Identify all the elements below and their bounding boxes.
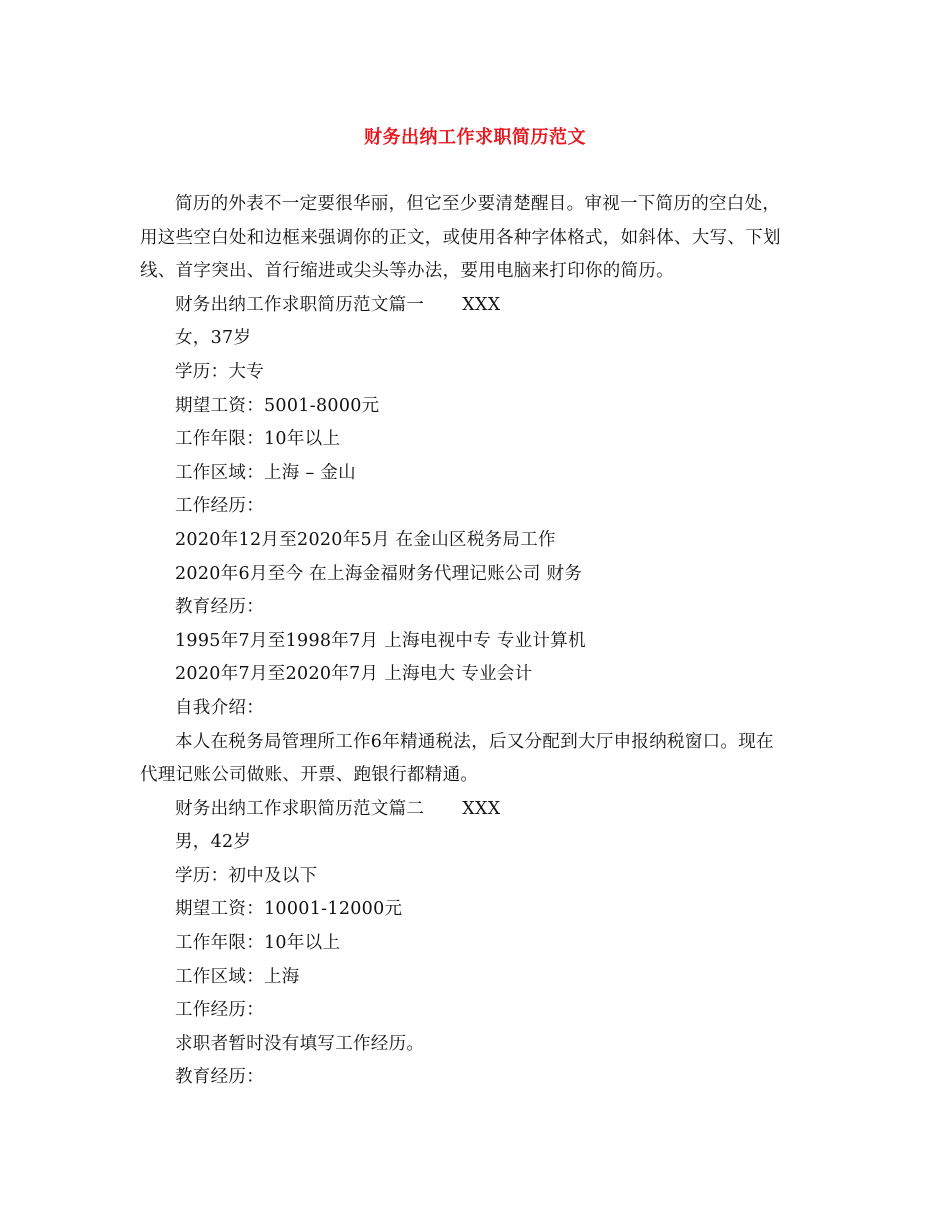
resume1-education: 学历：大专 — [175, 361, 264, 382]
resume1-name: XXX — [462, 294, 501, 315]
resume2-heading: 财务出纳工作求职简历范文篇二 — [175, 798, 425, 819]
resume1-self-label: 自我介绍： — [175, 697, 264, 718]
resume2-salary: 期望工资：10001-12000元 — [175, 899, 403, 920]
resume1-work-item: 2020年6月至今 在上海金福财务代理记账公司 财务 — [175, 563, 583, 584]
resume2-work-text: 求职者暂时没有填写工作经历。 — [175, 1033, 425, 1054]
resume2-years: 工作年限：10年以上 — [175, 933, 341, 954]
document-title: 财务出纳工作求职简历范文 — [364, 127, 586, 148]
resume1-salary: 期望工资：5001-8000元 — [175, 395, 380, 416]
resume2-gender-age: 男，42岁 — [175, 832, 252, 853]
resume2-edu-label: 教育经历： — [175, 1067, 264, 1088]
resume1-area: 工作区域：上海 – 金山 — [175, 462, 356, 483]
resume2-name: XXX — [462, 798, 501, 819]
resume1-work-label: 工作经历： — [175, 496, 264, 517]
resume1-years: 工作年限：10年以上 — [175, 429, 341, 450]
intro-line-1: 简历的外表不一定要很华丽，但它至少要清楚醒目。审视一下简历的空白处， — [175, 194, 781, 214]
resume1-edu-item: 2020年7月至2020年7月 上海电大 专业会计 — [175, 664, 533, 685]
resume2-area: 工作区域：上海 — [175, 966, 300, 987]
resume1-edu-label: 教育经历： — [175, 597, 264, 618]
resume1-heading-line — [140, 289, 820, 323]
intro-line-3: 线、首字突出、首行缩进或尖头等办法，要用电脑来打印你的简历。 — [140, 261, 674, 282]
resume1-heading: 财务出纳工作求职简历范文篇一 — [175, 294, 425, 315]
resume2-heading-line — [140, 793, 820, 827]
document-body — [140, 188, 820, 1095]
resume1-self-line-1: 本人在税务局管理所工作6年精通税法，后又分配到大厅申报纳税窗口。现在 — [175, 731, 774, 752]
resume1-edu-item: 1995年7月至1998年7月 上海电视中专 专业计算机 — [175, 630, 586, 651]
resume1-gender-age: 女，37岁 — [175, 328, 252, 349]
resume1-self-line-2: 代理记账公司做账、开票、跑银行都精通。 — [140, 765, 479, 786]
resume1-work-item: 2020年12月至2020年5月 在金山区税务局工作 — [175, 529, 556, 550]
intro-line-2: 用这些空白处和边框来强调你的正文，或使用各种字体格式，如斜体、大写、下划 — [140, 227, 781, 248]
resume2-education: 学历：初中及以下 — [175, 865, 318, 886]
resume2-work-label: 工作经历： — [175, 1000, 264, 1021]
